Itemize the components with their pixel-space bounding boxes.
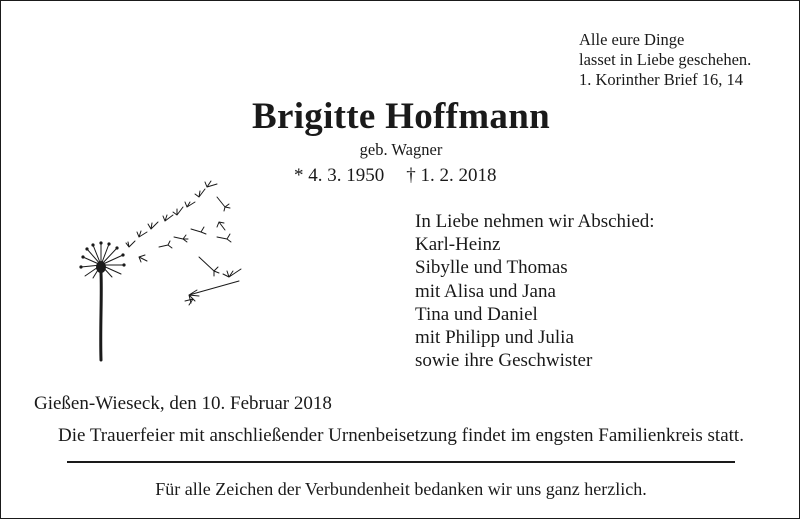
mourners-block (415, 210, 655, 372)
mourner-line: sowie ihre Geschwister (415, 350, 593, 372)
bible-quote (579, 30, 751, 90)
quote-line: lasset in Liebe geschehen. (579, 50, 752, 69)
quote-line: Alle eure Dinge (579, 30, 685, 49)
divider-line (67, 461, 735, 463)
thanks-note: Für alle Zeichen der Verbundenheit bedanken wir uns ganz herzlich. (155, 479, 647, 499)
birth-name: geb. Wagner (359, 140, 443, 159)
mourner-line: Tina und Daniel (415, 303, 538, 325)
place-and-date: Gießen-Wieseck, den 10. Februar 2018 (34, 393, 332, 414)
mourner-line: mit Alisa und Jana (415, 280, 556, 302)
deceased-name: Brigitte Hoffmann (252, 96, 550, 137)
mourner-line: Sibylle und Thomas (415, 257, 568, 279)
death-date: † 1. 2. 2018 (406, 165, 497, 186)
quote-reference: 1. Korinther Brief 16, 14 (579, 70, 744, 89)
life-dates (294, 165, 497, 187)
funeral-note: Die Trauerfeier mit anschließender Urnenbeisetzung findet im engsten Familienkreis statt. (58, 425, 744, 446)
mourners-intro: In Liebe nehmen wir Abschied: (415, 211, 655, 232)
mourner-line: Karl-Heinz (415, 234, 501, 256)
birth-date: * 4. 3. 1950 (294, 165, 385, 186)
mourner-line: mit Philipp und Julia (415, 327, 574, 349)
dandelion-icon (79, 177, 249, 367)
